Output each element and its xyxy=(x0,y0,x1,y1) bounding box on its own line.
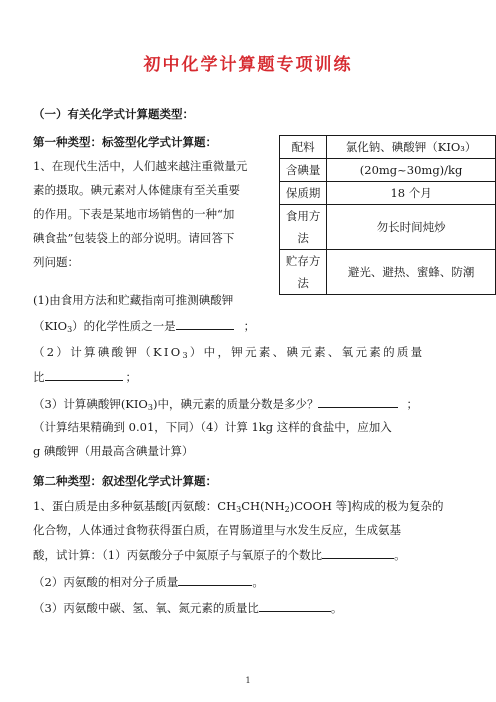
salt-label-table xyxy=(279,135,496,295)
q1-line-5: 列问题： xyxy=(33,255,79,269)
table-row xyxy=(280,159,496,182)
section-heading: （一）有关化学式计算题类型： xyxy=(33,107,194,121)
q1-part2-text: ）中，钾元素、碘元素、氧元素的质量 xyxy=(189,345,425,359)
q2-part2-answer-blank[interactable] xyxy=(178,573,252,586)
q1-part1-line1: (1)由食用方法和贮藏指南可推测碘酸钾 xyxy=(33,293,234,307)
table-key: 配料 xyxy=(280,136,327,159)
q2-part3-end: 。 xyxy=(330,601,343,615)
q2-subscript-a: 3 xyxy=(236,505,242,514)
table-value: (20mg~30mg)/kg xyxy=(327,159,496,182)
q2-part3-question: （3）丙氨酸中碳、氢、氧、氮元素的质量比 xyxy=(33,601,259,615)
q1-part1-end: ； xyxy=(243,319,256,333)
type1-heading: 第一种类型：标签型化学式计算题： xyxy=(33,135,217,149)
q1-part1-subscript: 3 xyxy=(67,325,73,334)
table-key: 贮存方 法 xyxy=(280,250,327,295)
q1-part4-line2: g 碘酸钾（用最高含碘量计算） xyxy=(33,444,194,458)
q2-part1-end: 。 xyxy=(394,548,406,562)
q2-part1-question: 酸，试计算：（1）丙氨酸分子中氮原子与氧原子的个数比 xyxy=(33,548,323,562)
table-value: 勿长时间炖炒 xyxy=(327,205,496,250)
table-key: 保质期 xyxy=(280,182,327,205)
table-value: 避光、避热、蜜蜂、防潮 xyxy=(327,250,496,295)
q1-part2-answer-blank[interactable] xyxy=(45,368,123,381)
q2-line-5 xyxy=(33,599,342,616)
q1-part3-end: ； xyxy=(406,397,418,411)
q1-line-1: 1、在现代生活中，人们越来越注重微量元 xyxy=(33,159,248,173)
q1-part1-line2 xyxy=(33,317,255,338)
q1-part4-line1: （计算结果精确到 0.01，下同）（4）计算 1kg 这样的食盐中，应加入 xyxy=(33,420,392,434)
q1-part1-question: ）的化学性质之一是 xyxy=(72,319,176,333)
q1-part1-answer-blank[interactable] xyxy=(176,317,234,330)
q2-line-4 xyxy=(33,573,264,590)
q2-line-2: 化合物，人体通过食物获得蛋白质，在胃肠道里与水发生反应，生成氨基 xyxy=(33,523,401,537)
table-row xyxy=(280,250,496,295)
q1-line-3: 的作用。下表是某地市场销售的一种“加 xyxy=(33,207,235,221)
table-row xyxy=(280,205,496,250)
q2-line-1 xyxy=(33,498,444,518)
page-title: 初中化学计算题专项训练 xyxy=(143,55,353,75)
q1-part3-subscript: 3 xyxy=(147,403,153,412)
table-value: 氯化钠、碘酸钾（KIO₃） xyxy=(327,136,496,159)
q2-line-3 xyxy=(33,546,406,563)
table-row xyxy=(280,182,496,205)
q1-part1-formula: （KIO xyxy=(33,319,68,333)
q1-part3-formula: （3）计算碘酸钾(KIO xyxy=(33,397,148,411)
q1-part3-question: )中，碘元素的质量分数是多少？ xyxy=(152,397,319,411)
q1-part2-subscript: 3 xyxy=(182,351,190,360)
page-number: 1 xyxy=(245,676,251,685)
table-key: 食用方 法 xyxy=(280,205,327,250)
q1-line-2: 素的摄取。碘元素对人体健康有至关重要 xyxy=(33,183,240,197)
q1-line-4: 碘食盐”包装袋上的部分说明。请回答下 xyxy=(33,231,235,245)
q2-part3-answer-blank[interactable] xyxy=(259,599,331,612)
table-value: 18 个月 xyxy=(327,182,496,205)
type2-heading: 第二种类型：叙述型化学式计算题： xyxy=(33,474,217,488)
q2-text-a: 1、蛋白质是由多种氨基酸[丙氨酸：CH xyxy=(33,499,237,513)
q1-part2-formula: （2）计算碘酸钾（KIO xyxy=(33,345,183,359)
table-key: 含碘量 xyxy=(280,159,327,182)
q2-text-c: )COOH 等]构成的极为复杂的 xyxy=(289,499,444,513)
q2-part1-answer-blank[interactable] xyxy=(322,546,394,559)
q1-part3-line1 xyxy=(33,395,418,416)
q1-part2-end: ； xyxy=(125,370,137,384)
q1-part2-line2 xyxy=(33,368,137,385)
q2-subscript-b: 2 xyxy=(284,505,290,514)
q2-part2-end: 。 xyxy=(252,575,264,589)
q1-part3-answer-blank[interactable] xyxy=(318,395,398,408)
q2-text-b: CH(NH xyxy=(241,499,285,513)
q1-part2-line1 xyxy=(33,344,424,364)
table-row xyxy=(280,136,496,159)
q1-part2-ratio: 比 xyxy=(33,370,45,384)
q2-part2-question: （2）丙氨酸的相对分子质量 xyxy=(33,575,179,589)
